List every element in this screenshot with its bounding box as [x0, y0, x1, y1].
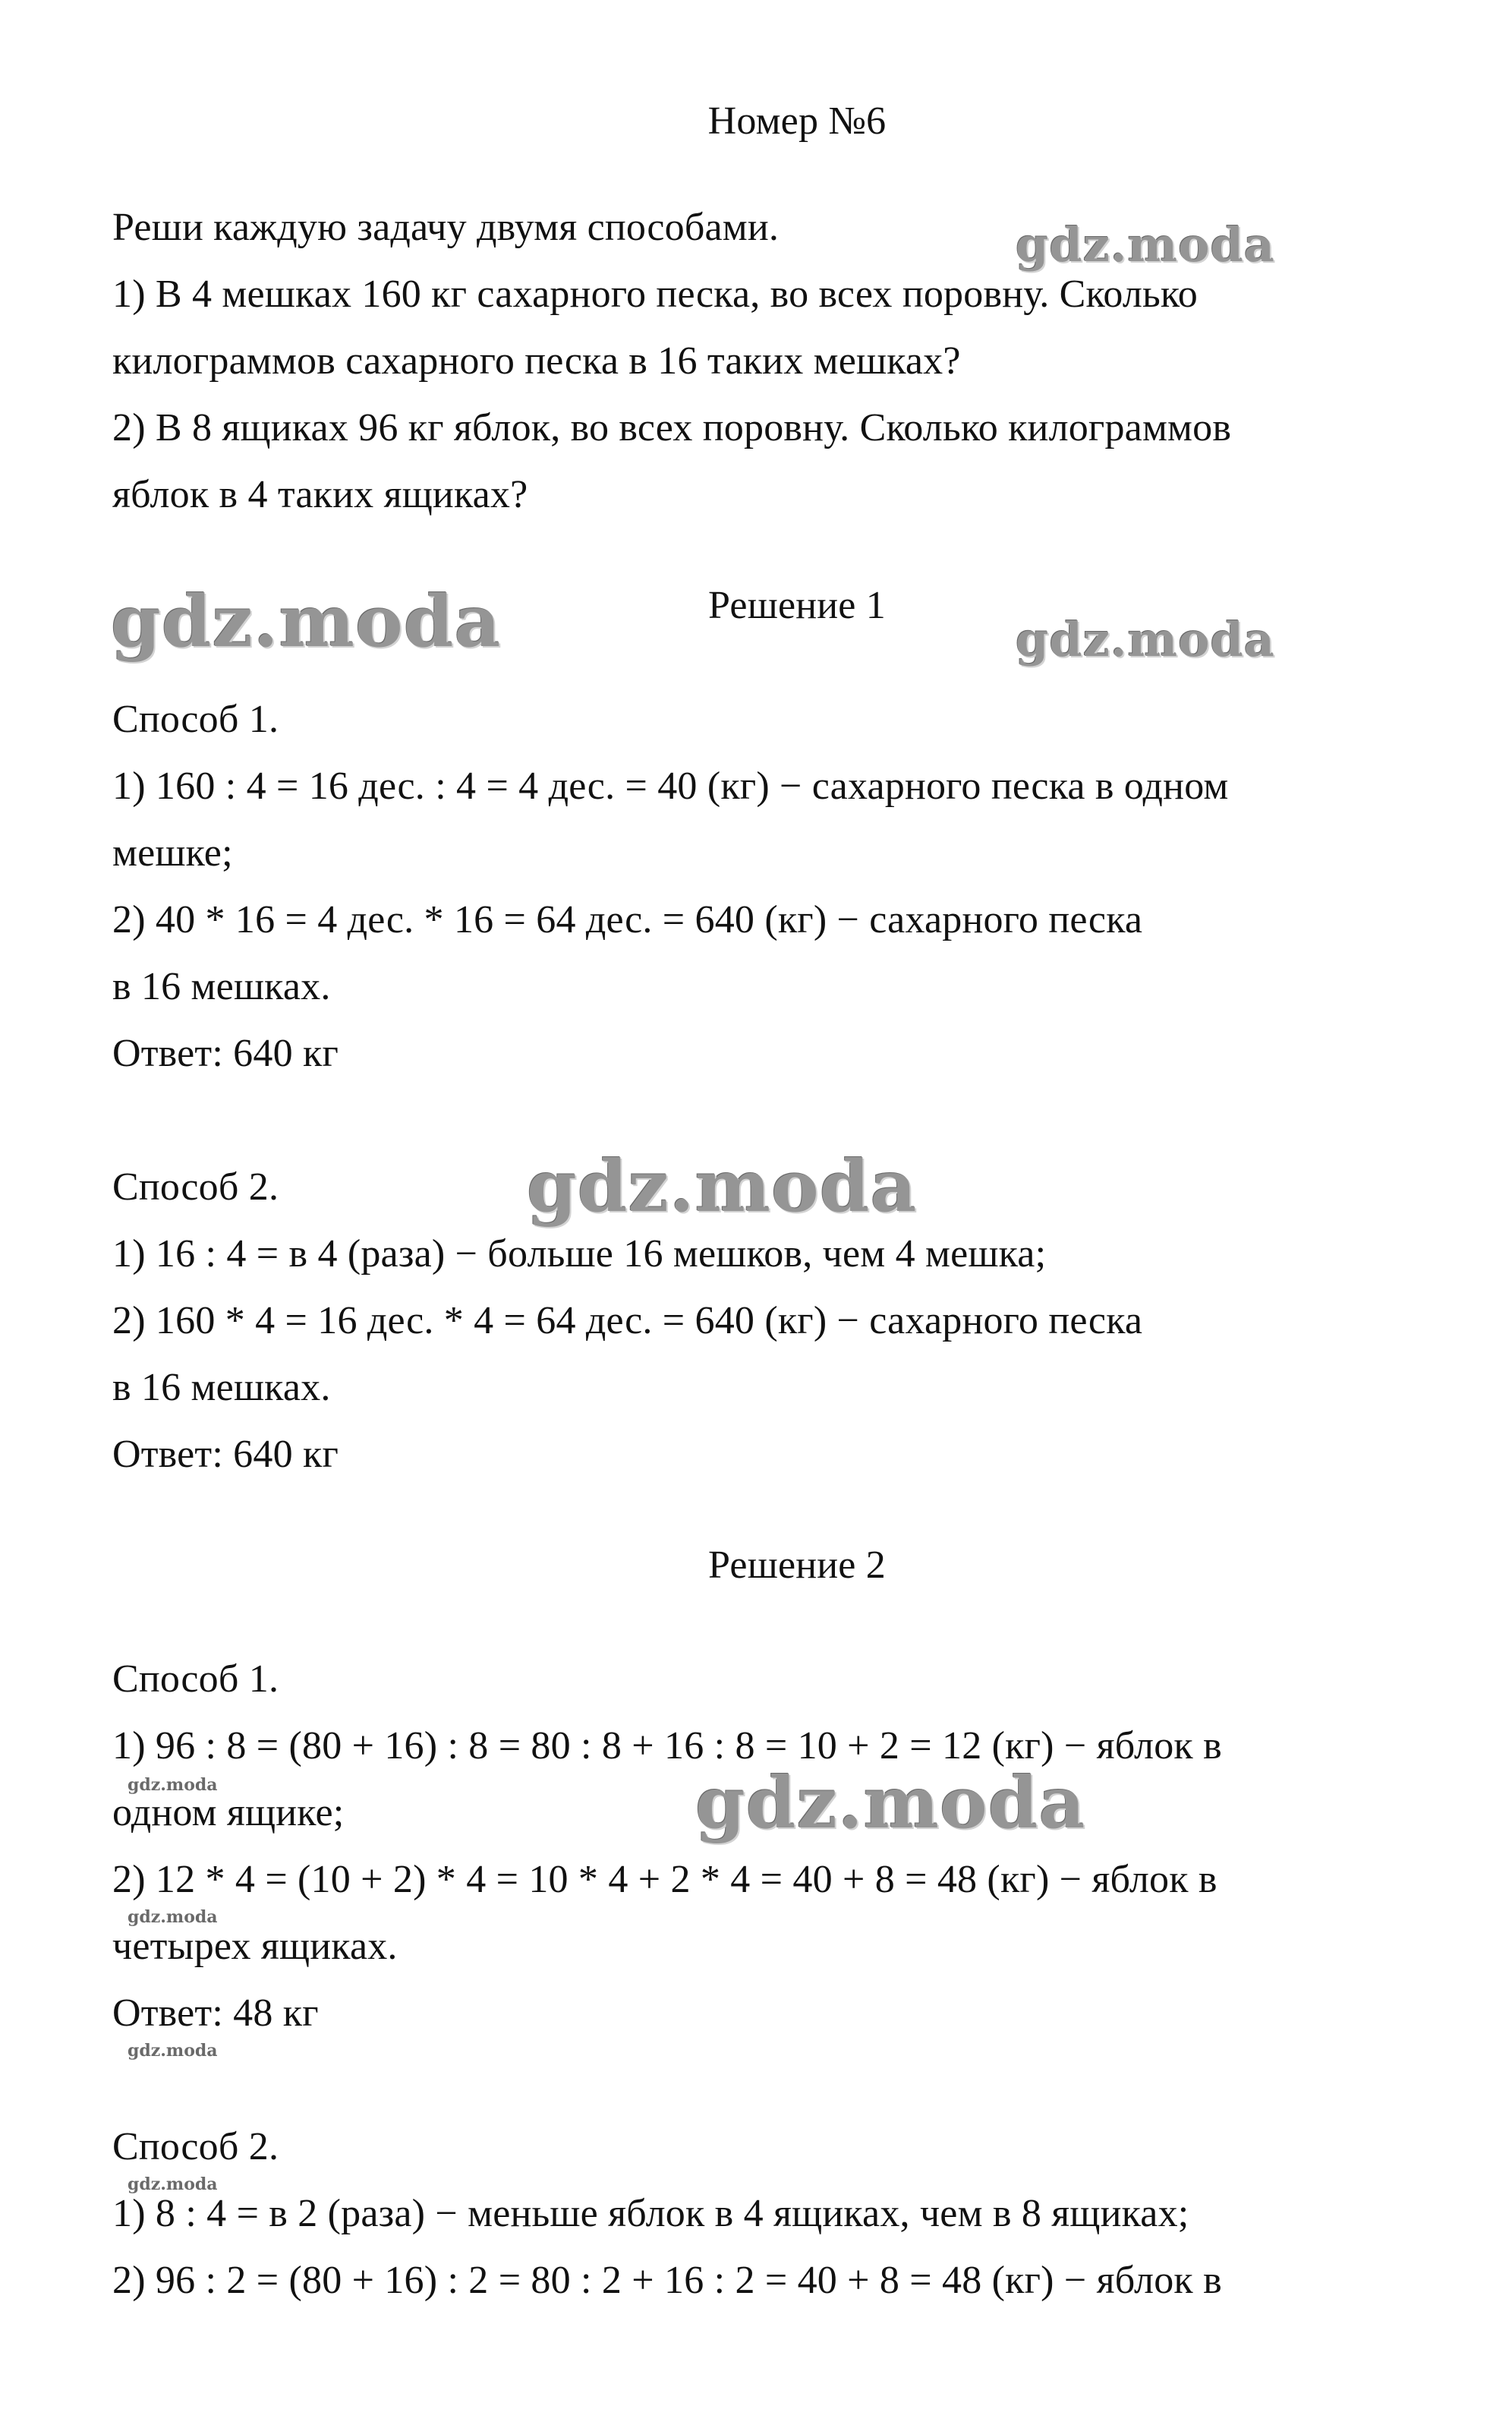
- task-intro: Реши каждую задачу двумя способами.: [112, 206, 780, 249]
- solution-1-method-2-step-1: 1) 16 : 4 = в 4 (раза) − больше 16 мешков, чем 4 мешка;: [112, 1232, 1047, 1276]
- solution-1-method-1-label: Способ 1.: [112, 698, 279, 741]
- solution-1-method-2-step-2-line-1: 2) 160 * 4 = 16 дес. * 4 = 64 дес. = 640 (кг) − сахарного песка: [112, 1299, 1143, 1342]
- solution-1-method-2-label: Способ 2.: [112, 1165, 279, 1209]
- solution-1-heading: Решение 1: [708, 584, 886, 627]
- solution-1-method-1-answer: Ответ: 640 кг: [112, 1032, 339, 1075]
- watermark-small: gdz.moda: [128, 1775, 218, 1795]
- solution-1-method-1-step-2-line-1: 2) 40 * 16 = 4 дес. * 16 = 64 дес. = 640 (кг) − сахарного песка: [112, 898, 1143, 941]
- watermark: gdz.moda: [1016, 612, 1275, 667]
- solution-1-method-2-answer: Ответ: 640 кг: [112, 1433, 339, 1476]
- solution-1-method-1-step-1-line-1: 1) 160 : 4 = 16 дес. : 4 = 4 дес. = 40 (кг) − сахарного песка в одном: [112, 765, 1229, 808]
- task-problem-2-line-2: яблок в 4 таких ящиках?: [112, 473, 528, 516]
- solution-2-method-1-step-2-line-1: 2) 12 * 4 = (10 + 2) * 4 = 10 * 4 + 2 * 4 = 40 + 8 = 48 (кг) − яблок в: [112, 1858, 1217, 1901]
- watermark-small: gdz.moda: [128, 2174, 218, 2194]
- watermark: gdz.moda: [695, 1761, 1086, 1845]
- watermark: gdz.moda: [1016, 217, 1275, 273]
- page-title: Номер №6: [707, 99, 887, 143]
- watermark: gdz.moda: [111, 580, 502, 664]
- task-problem-1-line-2: килограммов сахарного песка в 16 таких мешках?: [112, 339, 961, 383]
- solution-2-heading: Решение 2: [708, 1544, 886, 1587]
- solution-2-method-2-label: Способ 2.: [112, 2125, 279, 2168]
- watermark-small: gdz.moda: [128, 2041, 218, 2061]
- solution-1-method-1-step-2-line-2: в 16 мешках.: [112, 965, 331, 1008]
- solution-2-method-2-step-2: 2) 96 : 2 = (80 + 16) : 2 = 80 : 2 + 16 : 2 = 40 + 8 = 48 (кг) − яблок в: [112, 2259, 1222, 2302]
- solution-1-method-2-step-2-line-2: в 16 мешках.: [112, 1366, 331, 1409]
- solution-2-method-1-step-2-line-2: четырех ящиках.: [112, 1925, 398, 1968]
- solution-2-method-1-step-1-line-1: 1) 96 : 8 = (80 + 16) : 8 = 80 : 8 + 16 : 8 = 10 + 2 = 12 (кг) − яблок в: [112, 1724, 1222, 1768]
- solution-2-method-1-answer: Ответ: 48 кг: [112, 1991, 319, 2035]
- solution-1-method-1-step-1-line-2: мешке;: [112, 831, 233, 875]
- solution-2-method-1-step-1-line-2: одном ящике;: [112, 1791, 345, 1834]
- solution-2-method-1-label: Способ 1.: [112, 1657, 279, 1701]
- watermark: gdz.moda: [527, 1145, 918, 1228]
- task-problem-2-line-1: 2) В 8 ящиках 96 кг яблок, во всех поровну. Сколько килограммов: [112, 406, 1232, 449]
- solution-2-method-2-step-1: 1) 8 : 4 = в 2 (раза) − меньше яблок в 4 ящиках, чем в 8 ящиках;: [112, 2192, 1189, 2235]
- watermark-small: gdz.moda: [128, 1907, 218, 1927]
- task-problem-1-line-1: 1) В 4 мешках 160 кг сахарного песка, во всех поровну. Сколько: [112, 273, 1198, 316]
